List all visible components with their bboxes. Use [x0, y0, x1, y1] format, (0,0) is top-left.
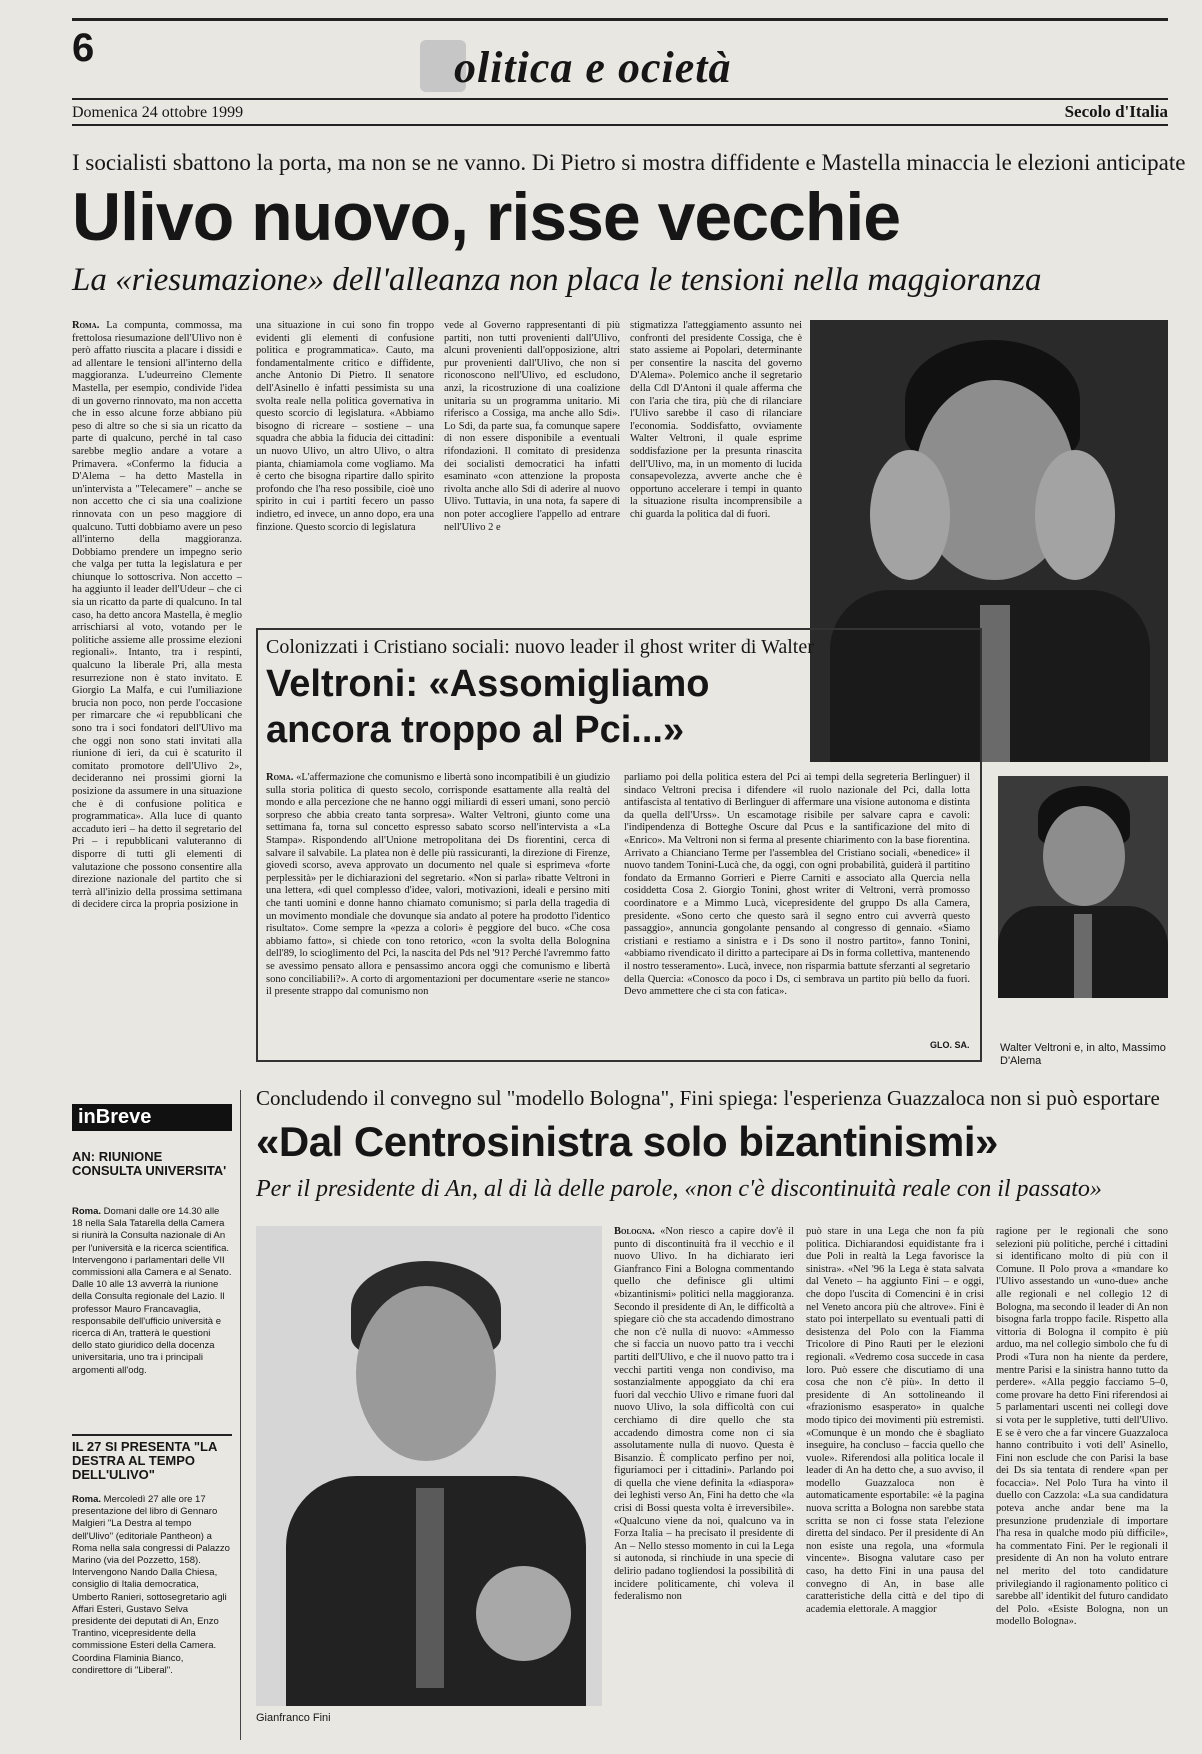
- main-column-1: [72, 320, 242, 1060]
- main-headline: Ulivo nuovo, risse vecchie: [72, 179, 901, 255]
- fini-headline: «Dal Centrosinistra solo bizantinismi»: [256, 1118, 998, 1165]
- dateline: Domenica 24 ottobre 1999: [72, 104, 244, 121]
- veltroni-col1-text: «L'affermazione che comunismo e libertà sono incompatibili è un giudizio sulla storia politica di questo secolo, corrisponde esattamente alla realtà del mondo e alla percezione che ne hanno oggi miliardi di esseri umani, sono perciò sorpreso che abbia creato tanta sorpresa». Walter Veltroni, giunto come una settimana fa, torna sul concetto espresso sabato scorso nell'intervista a «La Stampa». Rispondendo all'Unione metropolitana dei Ds fiorentini, cerca di salvare il salvabile. La platea non è delle più rassicuranti, la direzione di Firenze, giovedì scorso, aveva approvato un documento nel quale si esprimeva «forte perplessità» per le dichiarazioni del segretario. «Non si parla» ribatte Veltroni in una lettera, «di quel complesso d'idee, valori, motivazioni, ideali e persino miti che tanti uomini e donne hanno chiamato comunismo; si parla della tragedia di un movimento mondiale che dovunque sia andato al potere ha prodotto l'identico risultato». Come sempre la «pezza a colori» è peggiore del buco. «Che cosa abbiamo fatto», si chiede con tono retorico, «con la svolta della Bolognina dell'89, lo scioglimento del Pci, la nascita del Pds nel '91? Perché l'avremmo fatto se avessimo pensato allora e pensassimo ancora oggi che comunismo e libertà sono conciliabili?». A corto di argomentazioni per documentare «serie ne stanco» il presente strappo dal comunismo non: [266, 772, 610, 998]
- brief-1-lead: Roma.: [72, 1206, 102, 1217]
- main-column-3: vede al Governo rappresentanti di più partiti, non tutti provenienti dall'Ulivo, alcuni provenienti dall'opposizione, altri pur provenienti dall'Ulivo, che non si riconoscono nell'Ulivo, ed escludono, anzi, la ricostruzione di una coalizione unitaria su un programma unitario. Mi riferisco a Cossiga, ma anche allo Sdi». Lo Sdi, da parte sua, fa comunque sapere di non essere disponibile a eventuali rifondazioni. Il comitato di presidenza dei socialisti democratici ha infatti esaminato «con attenzione la proposta rivolta anche allo Sdi di aderire al nuovo Ulivo. Tuttavia, in una nota, fa sapere di non poter accogliere l'appello ad entrare nell'Ulivo 2 e: [444, 320, 620, 533]
- brief-1-title: AN: RIUNIONE CONSULTA UNIVERSITA': [72, 1149, 227, 1178]
- veltroni-column-1: [266, 772, 610, 1048]
- fini-photo-caption: Gianfranco Fini: [256, 1712, 331, 1724]
- section-title-text: olitica e ocietà: [454, 43, 732, 92]
- fini-column-1: [614, 1226, 794, 1736]
- fini-column-3: ragione per le regionali che sono selezioni più politiche, perché i cittadini si identificano molto di più con il Comune. Il Polo prova a «mandare ko l'Ulivo assestando un «uno-due» anche alle regionali e nel collegio 12 di Bologna, ma secondo il leader di An non bisogna farla troppo facile. Rispetto alla vittoria di Bologna il compito è più arduo, ma nel collegio simbolo che fu di Prodi «Tura non ha niente da perdere, mentre Parisi e la sinistra hanno tutto da perdere». «Alla peggio facciamo 5–0, come provare ha detto Fini riferendosi ai 5 parlamentari uscenti nei collegi dove si vota per le suppletive, tutti dell'Ulivo. E se è vero che a far vincere Guazzaloca hanno contribuito i voti dell' Asinello, Fini non esclude che con Parisi la base dei Ds sia tentata di rendere «pan per focaccia». Nel Polo Tura ha vinto il duello con Cazzola: «La sua candidatura poteva anche andar bene ma la presunzione prudenziale di importare l'ha resa in qualche modo più difficile», ha commentato Fini. Per le regionali il presidente di An non ha voluto entrare nel merito del toto candidature privilegiando il ragionamento politico ci sarebbe all' identikit del futuro candidato del Polo. «Esiste Bologna, non un modello Bologna».: [996, 1226, 1168, 1628]
- main-col1-text: La compunta, commossa, ma frettolosa riesumazione dell'Ulivo non è però affatto riuscita a placare i dissidi e ad allentare le tensioni all'interno della maggioranza. L'udeurreino Clemente Mastella, per esempio, condivide l'idea di un governo rinnovato, ma non accetta che in esso alcune forze abbiano più peso di altre so che si sia un ricatto da parte di qualcuno, perché in tal caso sarebbe meglio andare a votare a Primavera. «Confermo la fiducia a D'Alema – ha detto Mastella in un'intervista a "Telecamere" – anche se non accetto che ci sia una coalizione rinnovata con un peso maggiore di qualcuno. Tutti dobbiamo avere un peso all'interno della maggioranza. Dobbiamo prendere un impegno serio che valga per tutta la legislatura e per chiunque lo sottoscriva. Non accetto – ha aggiunto il leader dell'Udeur – che ci sia un ricatto da parte di qualcuno. In tal caso, ha detto ancora Mastella, è meglio arrischiarsi al voto, votando per le politiche assieme alle prossime elezioni regionali». Intanto, tra i respinti, qualcuno la liberale Pri, alla mesta resurrezione non è stato invitato. E Giorgio La Malfa, e cui l'umiliazione brucia non poco, non perde l'occasione per rimarcare che «i repubblicani che sono tra i soci fondatori dell'Ulivo ma che oggi non sono stati invitati alla riunione di ieri, da cui è scaturito il comitato promotore dell'Ulivo 2», decideranno nei prossimi giorni la posizione da assumere in una situazione che è di confusione politica e programmatica». Alla luce di quanto accaduto ieri – ha detto il segretario del Pri – i repubblicani valuteranno di disporre di tutti gli elementi di valutazione che possono consentire alla direzione nazionale del partito che si terrà all'inizio della prossima settimana di decidere circa la propria posizione in: [72, 320, 242, 911]
- photo-tie: [416, 1488, 444, 1688]
- masthead-rule-bottom: [72, 124, 1168, 126]
- main-kicker: I socialisti sbattono la porta, ma non se ne vanno. Di Pietro si mostra diffidente e Mastella minaccia le elezioni anticipate: [72, 150, 1186, 175]
- brief-1-body: Domani dalle ore 14.30 alle 18 nella Sala Tatarella della Camera si riunirà la Consulta nazionale di An per l'università e la ricerca scientifica. Intervengono i parlamentari delle VII commissioni alla Camera e al Senato. Dalle 10 alle 13 avverrà la riunione della Consulta regionale del Lazio. Il professor Mauro Francavaglia, responsabile dell'ufficio università e ricerca di An, tratterà le questioni dello stato giuridico della docenza universitaria, uno tra i principali argomenti all'odg.: [72, 1206, 232, 1376]
- brief-2-body: Mercoledì 27 alle ore 17 presentazione del libro di Gennaro Malgieri "La Destra al tempo dell'Ulivo" (editoriale Pantheon) a Roma nella sala congressi di Palazzo Marino (via del Pozzetto, 158). Intervengono Nando Dalla Chiesa, consiglio di Italia democratica, Umberto Ranieri, sottosegretario agli Affari Esteri, Gustavo Selva presidente dei deputati di An, Enzo Trantino, vicepresidente della commissione Esteri della Camera. Coordina Flaminia Bianco, condirettore di "Liberal".: [72, 1494, 230, 1676]
- fini-kicker: Concludendo il convegno sul "modello Bologna", Fini spiega: l'esperienza Guazzaloca non si può esportare: [256, 1086, 1160, 1110]
- main-column-2: una situazione in cui sono fin troppo evidenti gli elementi di confusione politica e programmatica». Cauto, ma fondamentalmente critico e diffidente, anche Antonio Di Pietro. Il senatore dell'Asinello è infatti pessimista su una svolta reale nella politica governativa in questo scorcio di legislatura. «Abbiamo bisogno di ricreare – sostiene – una squadra che abbia la fiducia dei cittadini: un nuovo Ulivo, un altro Ulivo, o altra pianta, chiamiamola come vogliamo. Ma è certo che bisogna ripartire dallo spirito profondo che l'ha reso possibile, cioè uno spirito in cui i partiti fecero un passo indietro, ed invece, un anno dopo, era una finzione. Questo scorcio di legislatura: [256, 320, 434, 533]
- veltroni-headline-line1: Veltroni: «Assomigliamo: [266, 663, 710, 705]
- brief-1-text: [72, 1206, 232, 1428]
- veltroni-kicker: Colonizzati i Cristiano sociali: nuovo leader il ghost writer di Walter: [266, 636, 814, 658]
- sidebar-divider: [240, 1090, 241, 1740]
- veltroni-photo: [998, 776, 1168, 998]
- in-breve-header: inBreve: [72, 1104, 232, 1131]
- photo-face: [1043, 806, 1125, 906]
- veltroni-column-2: parliamo poi della politica estera del Pci ai tempi della segreteria Berlinguer) il sindaco Veltroni precisa i difendere «il ruolo nazionale del Pci, dalla lotta antifascista al tentativo di Berlinguer di affermare una visione autonoma e distinta da quella dell'Urss». Un escamotage risibile per salvare capra e cavoli: l'indipendenza di Botteghe Oscure dal Pcus e la santificazione del mito di «Enrico». Ma Veltroni non si ferma al presente chiarimento con la base fiorentina. Arrivato a Chianciano Terme per l'assemblea del Cristiano sociali, «benedice» il nuovo tandem Tonini-Lucà che, da oggi, con ogni probabilità, guiderà il partitino fondato da Ermanno Gorrieri e Pierre Carniti e associato alla Quercia nella cosiddetta Cosa 2. Giorgio Tonini, ghost writer di Veltroni, verrà promosso coordinatore e a Mimmo Lucà, vicepresidente del gruppo Ds alla Camera, presidente. «Sono certo che questo sarà il segno entro cui avverrà questo passaggio», annuncia gongolante pensando al congresso di gennaio. «Siamo cristiani e restiamo a sinistra e i Ds sono il nostro partito», fanno Tonini, «abbiamo rivendicato il diritto a partecipare ai Ds in forma collettiva, mantenendo il nostro tesseramento». Lucà, invece, non risparmia battute sferzanti al segretario della Quercia: «Conosco da poco i Ds, ci sembrava un partito più bello da fuori. Devo ammettere che ci sta con fatica».: [624, 772, 970, 998]
- photo-tie: [980, 605, 1010, 762]
- brief-divider: [72, 1434, 232, 1436]
- brief-2-text: [72, 1494, 232, 1730]
- fini-col1-text: «Non riesco a capire dov'è il punto di discontinuità fra il vecchio e il nuovo Ulivo. In ha dichiarato ieri Gianfranco Fini a Bologna commentando quello che definisce gli ultimi «bizantinismi» politici nella maggioranza. Secondo il presidente di An, le difficoltà a spiegare ciò che sta accadendo dimostrano che non c'è nulla di nuovo: «Ammesso che si faccia un nuovo patto tra i vecchi partiti dell'Ulivo, e che il nuovo patto tra i vecchi partiti venga non condiviso, ma sostanzialmente appoggiato da chi era fuori dal vecchio Ulivo e rimane fuori dal nuovo Ulivo, la sola difficoltà con cui cerchiamo di dire quello che sta accadendo dimostra come non ci sia assolutamente nulla di nuovo. Questa è Bisanzio. È complicato perfino per noi, figuriamoci per i cittadini». Parlando poi di quella che viene definita la «diaspora» dei leghisti verso An, Fini ha detto che «la crisi di Bossi questa volta è irreversibile». «Qualcuno viene da noi, qualcuno va in Forza Italia – ha precisato il presidente di An – Nello stesso momento in cui la Lega si autonoda, si rinchiude in una specie di delirio padano togliendosi la possibilità di incidere politicamente, chi voleva il federalismo non: [614, 1226, 794, 1603]
- fini-column-2: può stare in una Lega che non fa più politica. Dichiarandosi equidistante fra i due Poli in realtà la Lega favorisce la sinistra». «Nel '96 la Lega è stata salvata dal Veneto – ha aggiunto Fini – e oggi, che dopo l'uscita di Comencini è in crisi nel Veneto ancora più che altrove». Fini è stato poi interpellato su eventuali patti di desistenza del Polo con la Fiamma Tricolore di Pino Rauti per le elezioni regionali. «Vedremo cosa succede in casa loro. Può essere che discutiamo di una cosa che non c'è più». In detto il presidente di An sottolineando il «frazionismo esasperato» in qualche modo tipico dei movimenti più estremisti. «Comunque è un mondo che è sbagliato inseguire, ha concluso – faccia quello che vuole». Riferendosi alla politica locale il leader di An ha detto che, a suo avviso, il modello Guazzaloca non è automaticamente esportabile: «è la pagina nuova scritta a Bologna non sarebbe stata scritta se non ci fosse stata l'elezione diretta del sindaco. Per il presidente di An non esiste una regola, una «formula vincente». Bisogna valutare caso per caso, ha detto Fini in una pausa del convegno di An, in base alle caratteristiche della città e del tipo di academia elettorale. A maggior: [806, 1226, 984, 1615]
- photo-face: [356, 1286, 496, 1461]
- fini-col1-lead: Bologna.: [614, 1226, 655, 1237]
- main-col1-lead: Roma.: [72, 320, 100, 331]
- page-number: 6: [72, 26, 95, 70]
- top-rule: [72, 18, 1168, 21]
- fini-subhead: Per il presidente di An, al di là delle parole, «non c'è discontinuità reale con il passato»: [256, 1176, 1102, 1202]
- masthead-rule: [72, 98, 1168, 100]
- section-title: [420, 40, 731, 93]
- veltroni-headline-line2: ancora troppo al Pci...»: [266, 709, 685, 751]
- veltroni-photo-caption: Walter Veltroni e, in alto, Massimo D'Alema: [1000, 1042, 1166, 1067]
- brief-2-lead: Roma.: [72, 1494, 102, 1505]
- photo-hand-left: [870, 450, 950, 580]
- veltroni-signature: GLO. SA.: [930, 1040, 970, 1050]
- main-column-4: stigmatizza l'atteggiamento assunto nei confronti del presidente Cossiga, che è stato assieme ai Popolari, determinante per consentire la nascita del governo D'Alema». Polemico anche il segretario della Cdl D'Antoni il quale afferma che con l'aria che tira, più che di rilanciare l'Ulivo sarebbe il caso di rilanciare l'economia. Soddisfatto, ovviamente Walter Veltroni, il quale esprime soddisfazione per la presunta rinascita dell'Ulivo, ma, in un momento di lucida consapevolezza, avverte anche che è opportuno accelerare i tempi in quanto la situazione risulta incomprensibile a chi guarda la politica dal di fuori.: [630, 320, 802, 520]
- photo-hand: [476, 1566, 571, 1661]
- photo-hand-right: [1035, 450, 1115, 580]
- photo-tie: [1074, 914, 1092, 998]
- fini-photo: [256, 1226, 602, 1706]
- brief-2-title: IL 27 SI PRESENTA "LA DESTRA AL TEMPO DELL'ULIVO": [72, 1439, 217, 1482]
- main-subhead: La «riesumazione» dell'alleanza non placa le tensioni nella maggioranza: [72, 262, 1042, 298]
- veltroni-col1-lead: Roma.: [266, 772, 294, 783]
- newspaper-name: Secolo d'Italia: [1064, 102, 1168, 121]
